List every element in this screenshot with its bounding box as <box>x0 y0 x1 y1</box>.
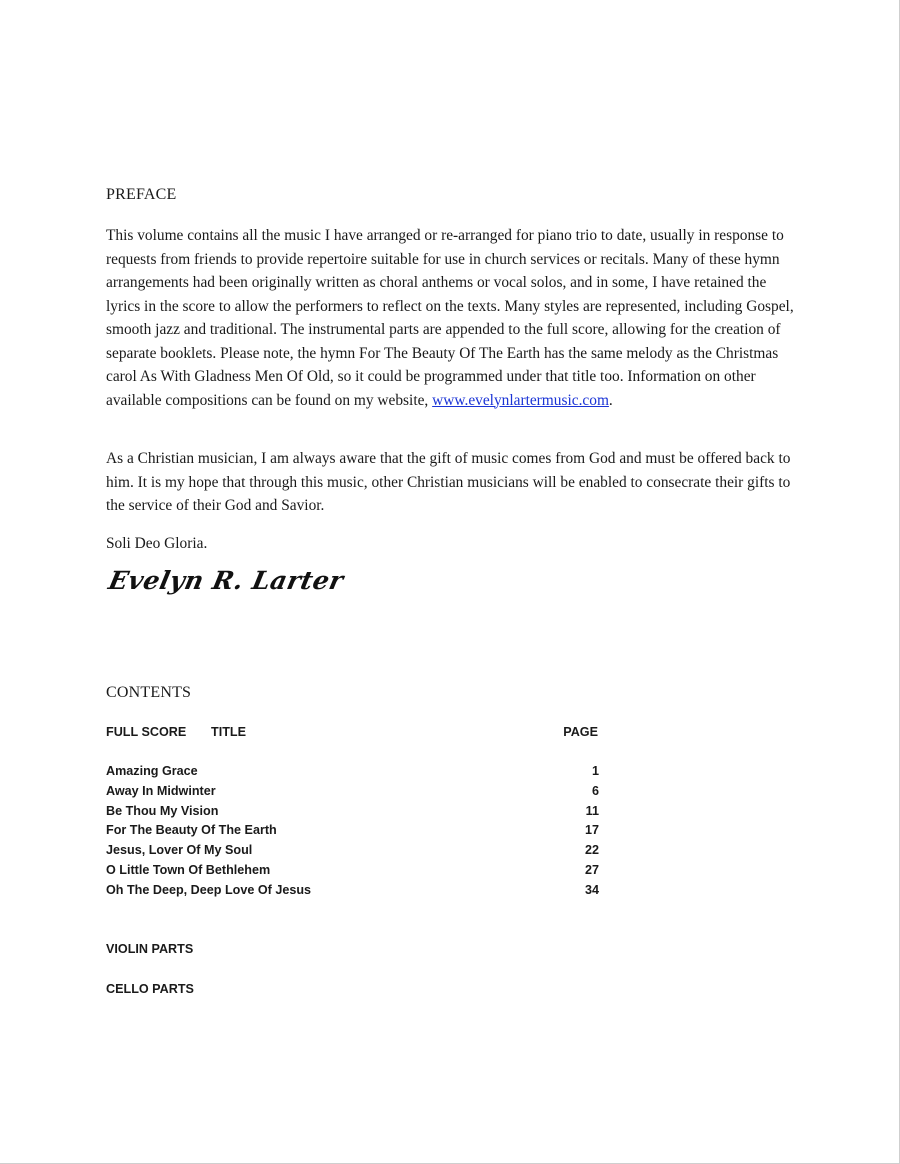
entry-title: Oh The Deep, Deep Love Of Jesus <box>106 882 312 897</box>
contents-entry <box>106 823 599 843</box>
website-link[interactable]: www.evelynlartermusic.com <box>432 391 609 409</box>
entry-title: Away In Midwinter <box>106 783 216 798</box>
contents-list <box>106 764 599 903</box>
entry-page-number: 22 <box>584 843 599 858</box>
entry-page-number: 34 <box>584 882 599 897</box>
closing-line: Soli Deo Gloria. <box>106 535 208 552</box>
entry-page-number: 27 <box>584 862 599 877</box>
violin-parts-heading: VIOLIN PARTS <box>106 942 194 956</box>
entry-page-number: 11 <box>585 803 599 818</box>
contents-entry <box>106 843 599 863</box>
preface-paragraph-2: As a Christian musician, I am always aware that the gift of music comes from God and must be offered back to him. It is my hope that through this music, other Christian musicians will be enabled to consecrate their gifts to the service of their God and Savior. <box>106 450 791 514</box>
preface-heading: PREFACE <box>106 186 177 203</box>
contents-entry <box>106 784 599 804</box>
entry-title: For The Beauty Of The Earth <box>106 823 277 838</box>
preface-paragraph-end: . <box>608 391 613 409</box>
contents-entry <box>106 804 599 824</box>
entry-title: Jesus, Lover Of My Soul <box>106 843 253 858</box>
author-signature: Evelyn R. Larter <box>106 566 347 595</box>
entry-page-number: 1 <box>591 764 599 778</box>
entry-title: Be Thou My Vision <box>106 803 219 818</box>
column-header-title: TITLE <box>211 725 246 739</box>
preface-paragraph-text: This volume contains all the music I have arranged or re-arranged for piano trio to date, usually in response to requests from friends to provide repertoire suitable for use in church services or recitals. Many of these hymn arrangements had been originally written as choral anthems or vocal solos, and in some, I have retained the lyrics in the score to allow the performers to reflect on the texts. Many styles are represented, including Gospel, smooth jazz and traditional. The instrumental parts are appended to the full score, allowing for the creation of separate booklets. Please note, the hymn For The Beauty Of The Earth has the same melody as the Christmas carol As With Gladness Men Of Old, so it could be programmed under that title too. Information on other available compositions can be found on my website, <box>106 227 794 409</box>
column-header-page: PAGE <box>563 725 598 739</box>
preface-paragraph <box>106 224 796 412</box>
contents-entry <box>106 863 599 883</box>
entry-title: Amazing Grace <box>106 764 198 778</box>
entry-title: O Little Town Of Bethlehem <box>106 862 271 877</box>
contents-entry <box>106 883 599 903</box>
contents-heading: CONTENTS <box>106 684 192 701</box>
cello-parts-heading: CELLO PARTS <box>106 982 194 996</box>
contents-entry <box>106 764 599 784</box>
entry-page-number: 17 <box>584 823 599 838</box>
entry-page-number: 6 <box>591 783 599 798</box>
column-header-full-score: FULL SCORE <box>106 725 187 739</box>
